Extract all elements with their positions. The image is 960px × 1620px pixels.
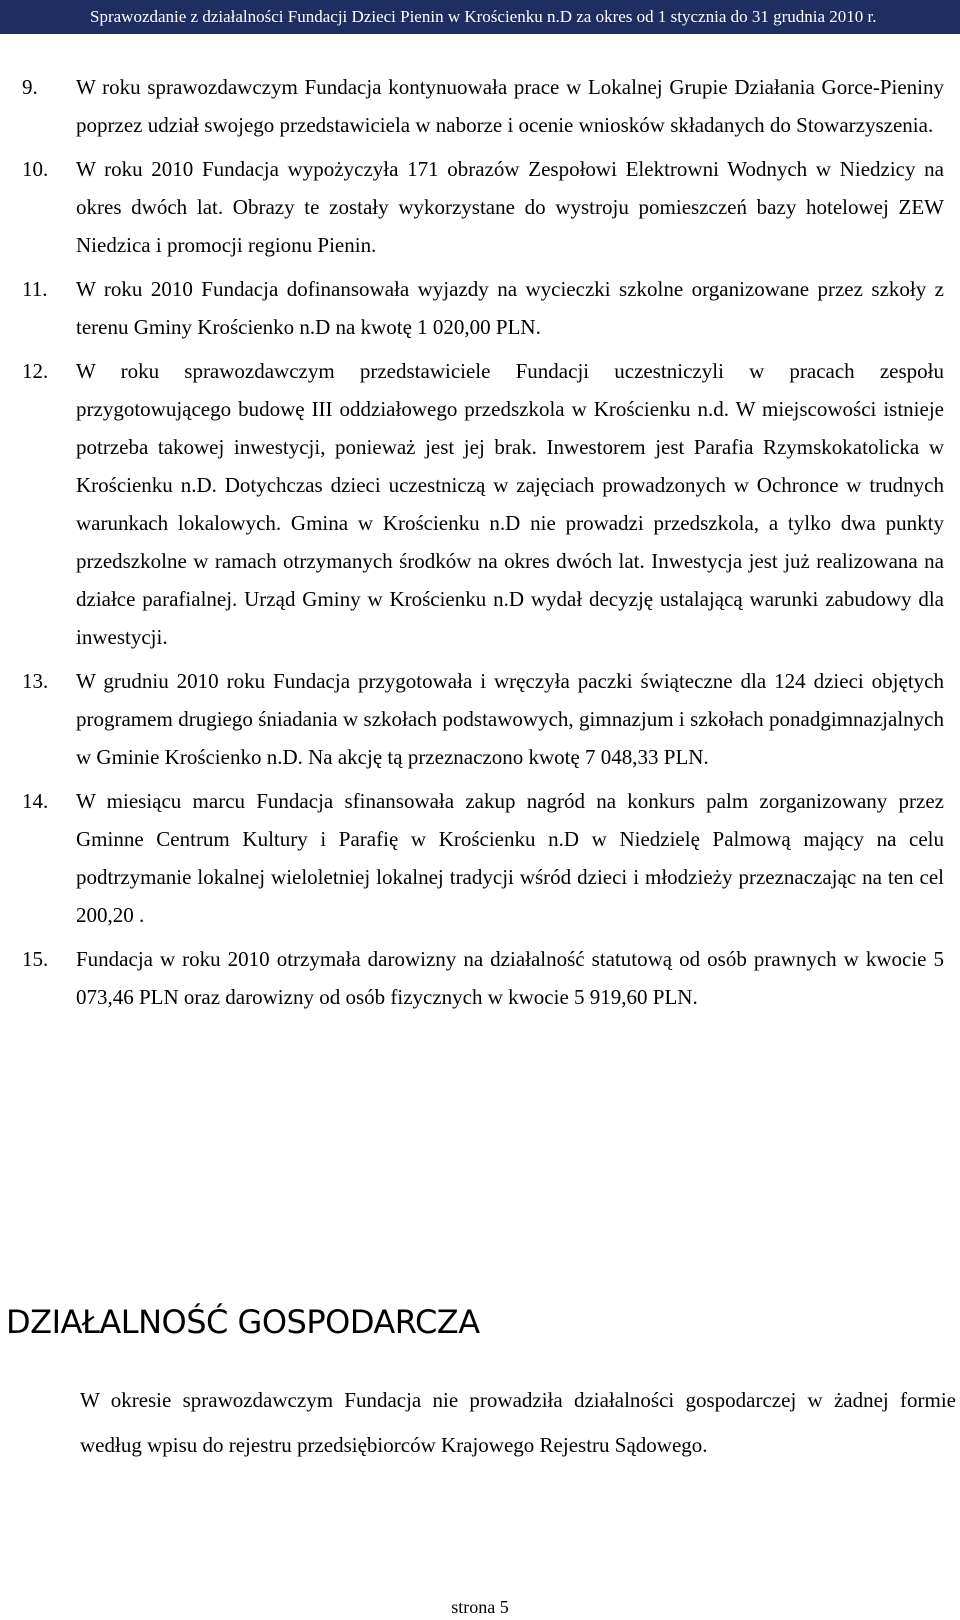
list-item-number: 11. bbox=[22, 277, 48, 301]
list-item-text: W roku 2010 Fundacja wypożyczyła 171 obrazów Zespołowi Elektrowni Wodnych w Niedzicy na okres dwóch lat. Obrazy te zostały wykorzystane do wystroju pomieszczeń bazy hotelowej ZEW Niedzica i promocji regionu Pienin. bbox=[76, 157, 944, 257]
list-item-text: W grudniu 2010 roku Fundacja przygotowała i wręczyła paczki świąteczne dla 124 dzieci objętych programem drugiego śniadania w szkołach podstawowych, gimnazjum i szkołach ponadgimnazjalnych w Gminie Krościenko n.D. Na akcję tą przeznaczono kwotę 7 048,33 PLN. bbox=[76, 669, 944, 769]
list-item-number: 12. bbox=[22, 359, 49, 383]
list-item-text: W miesiącu marcu Fundacja sfinansowała zakup nagród na konkurs palm zorganizowany przez Gminne Centrum Kultury i Parafię w Krościenku n.D w Niedzielę Palmową mający na celu podtrzymanie lokalnej wieloletniej lokalnej tradycji wśród dzieci i młodzieży przeznaczając na ten cel 200,20 . bbox=[76, 789, 944, 927]
numbered-list bbox=[0, 68, 960, 1022]
list-item bbox=[0, 352, 960, 656]
list-item-number: 14. bbox=[22, 789, 49, 813]
list-item bbox=[0, 940, 960, 1016]
list-item bbox=[0, 782, 960, 934]
section-heading: DZIAŁALNOŚĆ GOSPODARCZA bbox=[6, 1303, 480, 1341]
list-item-text: W roku sprawozdawczym Fundacja kontynuowała prace w Lokalnej Grupie Działania Gorce-Pieniny poprzez udział swojego przedstawiciela w naborze i ocenie wniosków składanych do Stowarzyszenia. bbox=[76, 75, 944, 137]
list-item-text: Fundacja w roku 2010 otrzymała darowizny na działalność statutową od osób prawnych w kwocie 5 073,46 PLN oraz darowizny od osób fizycznych w kwocie 5 919,60 PLN. bbox=[76, 947, 944, 1009]
page-number: strona 5 bbox=[451, 1597, 509, 1617]
list-item-number: 9. bbox=[22, 75, 38, 99]
document-header: Sprawozdanie z działalności Fundacji Dzieci Pienin w Krościenku n.D za okres od 1 stycznia do 31 grudnia 2010 r. bbox=[0, 0, 960, 34]
list-item bbox=[0, 68, 960, 144]
list-item-number: 13. bbox=[22, 669, 49, 693]
section-paragraph: W okresie sprawozdawczym Fundacja nie prowadziła działalności gospodarczej w żadnej formie według wpisu do rejestru przedsiębiorców Krajowego Rejestru Sądowego. bbox=[80, 1388, 956, 1457]
list-item-number: 10. bbox=[22, 157, 49, 181]
list-item bbox=[0, 270, 960, 346]
list-item bbox=[0, 150, 960, 264]
list-item bbox=[0, 662, 960, 776]
list-item-text: W roku 2010 Fundacja dofinansowała wyjazdy na wycieczki szkolne organizowane przez szkoły z terenu Gminy Krościenko n.D na kwotę 1 020,00 PLN. bbox=[76, 277, 944, 339]
list-item-number: 15. bbox=[22, 947, 49, 971]
list-item-text: W roku sprawozdawczym przedstawiciele Fundacji uczestniczyli w pracach zespołu przygotowującego budowę III oddziałowego przedszkola w Krościenku n.d. W miejscowości istnieje potrzeba takowej inwestycji, ponieważ jest jej brak. Inwestorem jest Parafia Rzymskokatolicka w Krościenku n.D. Dotychczas dzieci uczestniczą w zajęciach prowadzonych w Ochronce w trudnych warunkach lokalowych. Gmina w Krościenku n.D nie prowadzi przedszkola, a tylko dwa punkty przedszkolne w ramach otrzymanych środków na okres dwóch lat. Inwestycja jest już realizowana na działce parafialnej. Urząd Gminy w Krościenku n.D wydał decyzję ustalającą warunki zabudowy dla inwestycji. bbox=[76, 359, 944, 649]
